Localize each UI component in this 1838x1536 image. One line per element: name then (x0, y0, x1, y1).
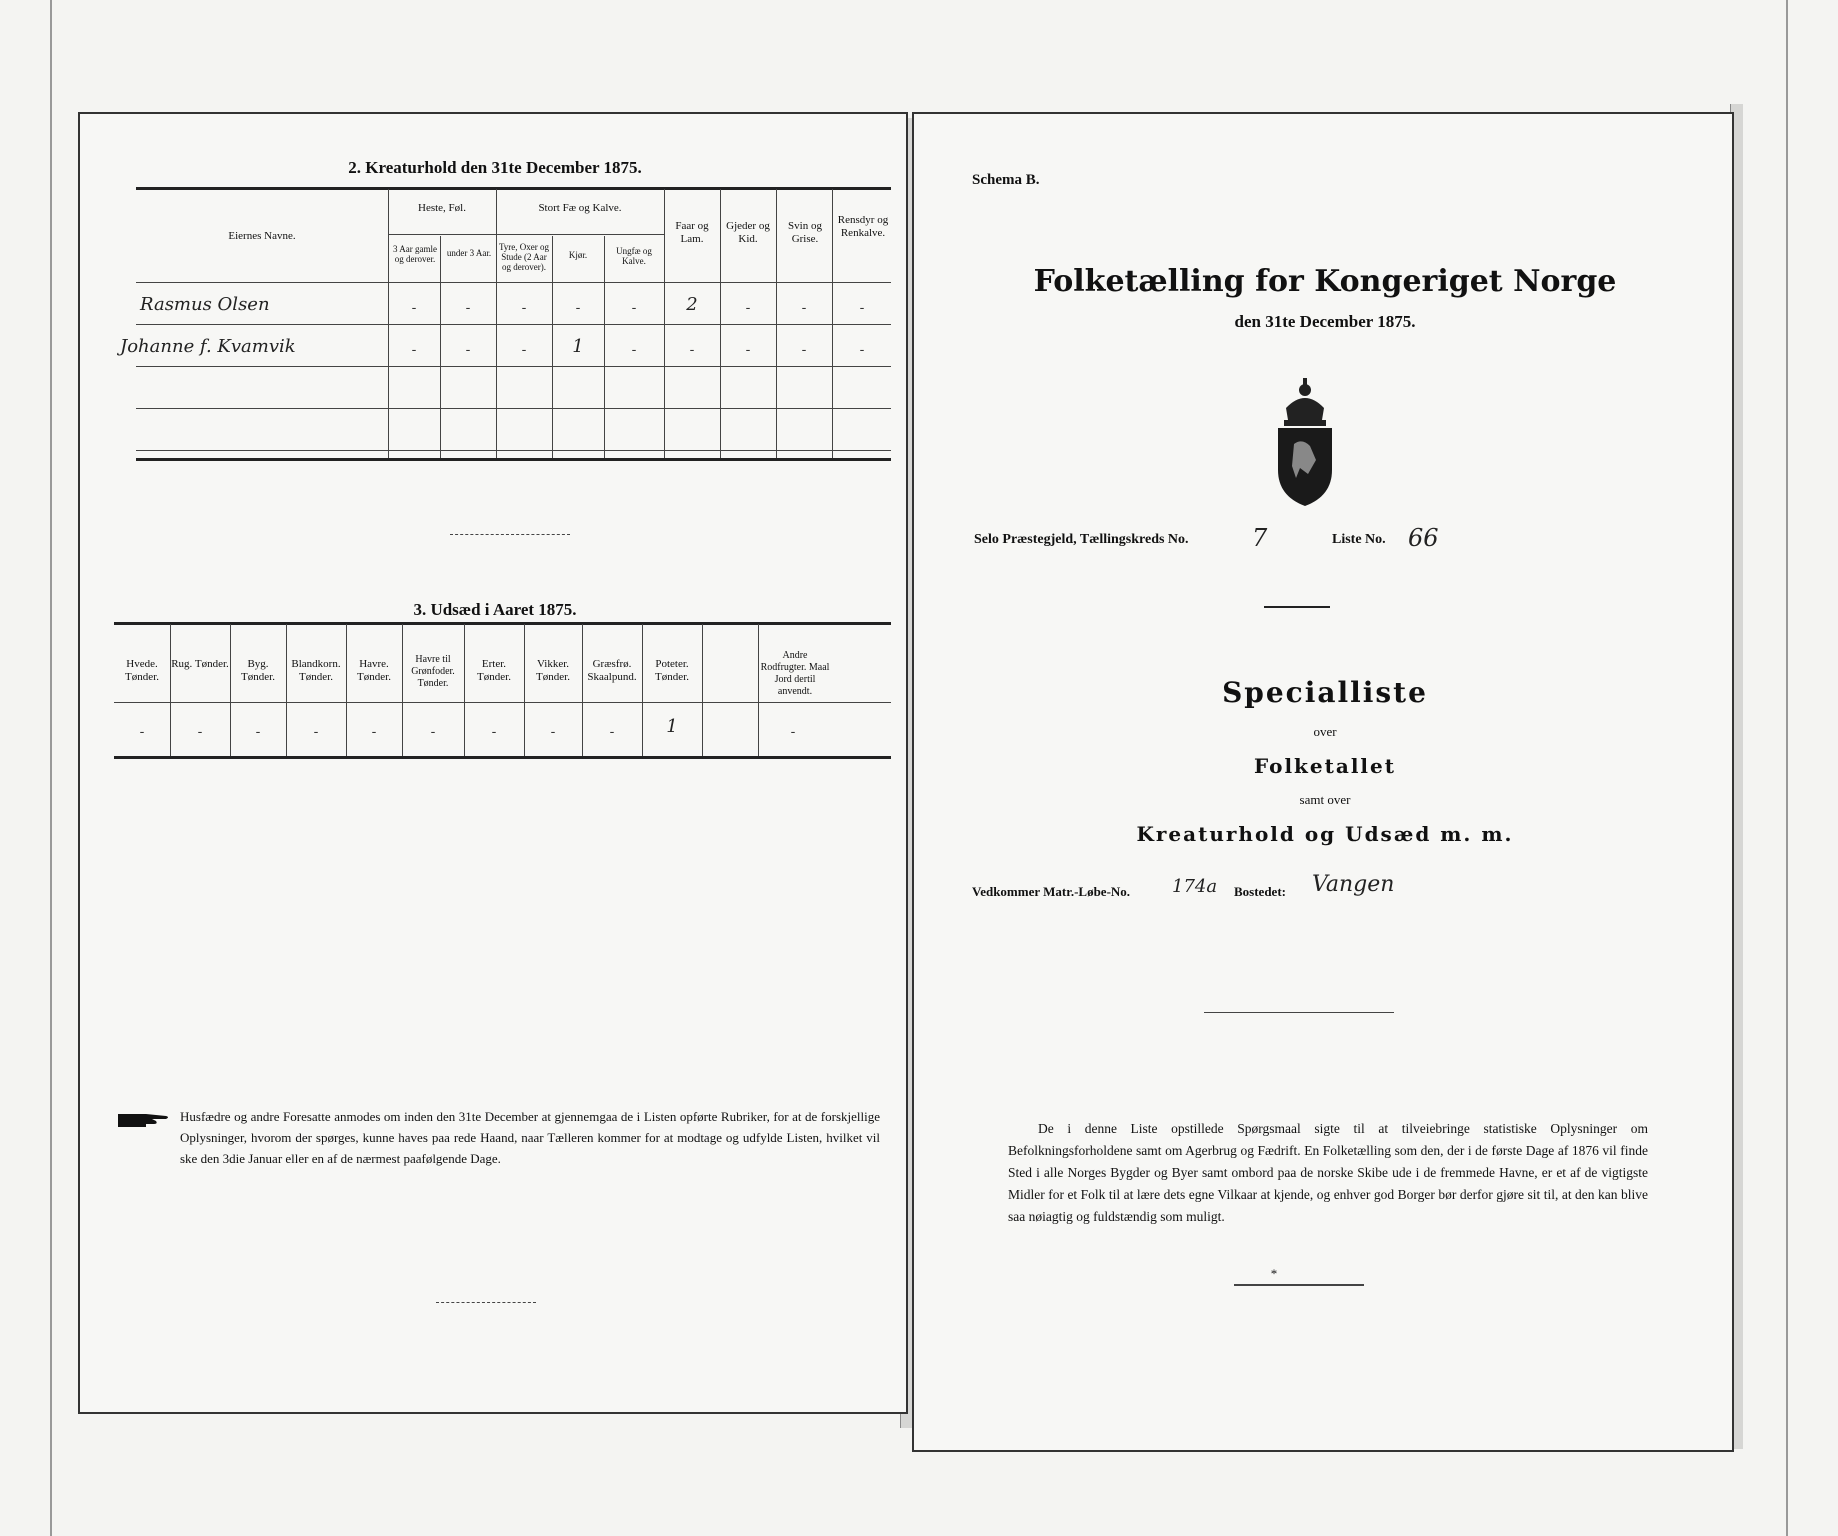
header-sheep: Faar og Lam. (675, 220, 709, 245)
table2-top-rule (136, 187, 891, 190)
seed-value: - (430, 724, 436, 740)
header-erter: Erter. Tønder. (477, 658, 511, 683)
seed-value: - (255, 724, 261, 740)
owner-name: Rasmus Olsen (140, 294, 270, 315)
asterisk-mark: * (1270, 1266, 1278, 1281)
right-page (912, 112, 1734, 1452)
header-owner: Eiernes Navne. (228, 230, 296, 242)
header-horses-a: 3 Aar gamle og derover. (393, 244, 437, 264)
frame-line-left (50, 0, 52, 1536)
footnote-text: Husfædre og andre Foresatte anmodes om inden den 31te December at gjennemgaa de i Listen opførte Rubriker, for at de forskjellige Oplysninger, hvorom der spørges, kunne haves paa rede Haand, naar Tælleren kommer for at modtage og udfylde Listen, hvilket vil ske den 3die Januar eller en af de nærmest paafølgende Dage. (180, 1109, 880, 1166)
table2-col-rule (388, 189, 389, 458)
header-reindeer: Rensdyr og Renkalve. (837, 214, 889, 239)
main-title: Folketælling for Kongeriget Norge (1033, 264, 1617, 299)
list-number: 66 (1408, 524, 1439, 552)
pointing-hand-icon (116, 1108, 172, 1130)
header-havre-gronfoder: Havre til Grønfoder. Tønder. (411, 654, 455, 689)
seed-value: - (491, 724, 497, 740)
header-pigs: Svin og Grise. (788, 220, 822, 245)
header-vikker: Vikker. Tønder. (536, 658, 570, 683)
district-number: 7 (1252, 524, 1268, 552)
schema-label: Schema B. (972, 172, 1040, 188)
cell-value: - (521, 300, 527, 316)
cell-value: - (859, 342, 865, 358)
seed-value: 1 (666, 716, 678, 737)
divider (436, 1302, 536, 1303)
header-cattle-c: Ungfæ og Kalve. (616, 246, 652, 266)
cell-value: - (801, 342, 807, 358)
header-cattle-b: Kjør. (568, 250, 588, 260)
cell-value: - (745, 342, 751, 358)
folketallet-heading: Folketallet (1254, 754, 1396, 778)
divider (450, 534, 570, 535)
header-byg: Byg. Tønder. (241, 658, 275, 683)
header-graesfro: Græsfrø. Skaalpund. (587, 658, 637, 683)
table2-row-rule (136, 366, 891, 367)
seed-value: - (313, 724, 319, 740)
kreaturhold-heading: Kreaturhold og Udsæd m. m. (1136, 822, 1514, 846)
seed-value: - (609, 724, 615, 740)
cell-value: 1 (572, 336, 584, 357)
district-label: Selo Præstegjeld, Tællingskreds No. (974, 532, 1189, 547)
table2-col-rule (664, 189, 665, 458)
table3-bottom-rule (114, 756, 891, 759)
left-page (78, 112, 908, 1414)
divider (1234, 1284, 1364, 1286)
cell-value: - (575, 300, 581, 316)
header-cattle: Stort Fæ og Kalve. (538, 202, 622, 214)
matr-label: Vedkommer Matr.-Løbe-No. (972, 884, 1131, 899)
table2-row-rule (136, 324, 891, 325)
header-havre: Havre. Tønder. (357, 658, 391, 683)
table2-bottom-rule (136, 458, 891, 461)
table2-row-rule (136, 450, 891, 451)
header-horses: Heste, Føl. (418, 202, 466, 214)
frame-line-right (1786, 0, 1788, 1536)
table3-col-rule (702, 624, 703, 756)
intro-paragraph: De i denne Liste opstillede Spørgsmaal sigte til at tilveiebringe statistiske Oplysninger om Befolkningsforholdene samt om Agerbrug og Fædrift. En Folketælling som den, der i de første Dage af 1876 vil finde Sted i alle Norges Bygder og Byer samt ombord paa de norske Skibe ude i de fremmede Havne, er et af de vigtigste Midler for et Folk til at lære dets egne Vilkaar at kjende, og enhver god Borger bør derfor gjøre sit til, at den kan blive saa nøiagtig og fuldstændig som muligt. (1008, 1121, 1648, 1224)
table2-header-rule (136, 282, 891, 283)
seed-value: - (139, 724, 145, 740)
cell-value: - (859, 300, 865, 316)
section2-title: 2. Kreaturhold den 31te December 1875. (348, 158, 642, 177)
cell-value: - (689, 342, 695, 358)
cell-value: - (745, 300, 751, 316)
cell-value: - (411, 342, 417, 358)
title-date: den 31te December 1875. (1234, 312, 1416, 331)
bosted-value: Vangen (1312, 872, 1395, 897)
cell-value: - (465, 300, 471, 316)
seed-value: - (790, 724, 796, 740)
header-poteter: Poteter. Tønder. (655, 658, 689, 683)
cell-value: - (521, 342, 527, 358)
divider (1264, 606, 1330, 608)
list-label: Liste No. (1332, 532, 1386, 547)
cell-value: - (631, 300, 637, 316)
cell-value: - (801, 300, 807, 316)
cell-value: - (631, 342, 637, 358)
cell-value: - (465, 342, 471, 358)
matr-number: 174a (1172, 876, 1218, 897)
table2-row-rule (136, 408, 891, 409)
cell-value: - (411, 300, 417, 316)
header-hvede: Hvede. Tønder. (125, 658, 159, 683)
header-rug: Rug. Tønder. (171, 658, 229, 670)
table2-subheader-rule (388, 234, 664, 235)
header-blandkorn: Blandkorn. Tønder. (291, 658, 341, 683)
section3-title: 3. Udsæd i Aaret 1875. (413, 600, 577, 619)
coat-of-arms-icon (1266, 370, 1344, 510)
specialliste-heading: Specialliste (1222, 676, 1428, 709)
over-text: over (1313, 724, 1337, 739)
cell-value: 2 (686, 294, 698, 315)
header-cattle-a: Tyre, Oxer og Stude (2 Aar og derover). (498, 242, 550, 272)
table2-col-rule (496, 189, 497, 458)
owner-name: Johanne f. Kvamvik (120, 336, 296, 357)
samt-over-text: samt over (1299, 792, 1351, 807)
divider (1204, 1012, 1394, 1013)
table2-col-rule (776, 189, 777, 458)
header-horses-b: under 3 Aar. (446, 248, 492, 258)
bosted-label: Bostedet: (1234, 884, 1286, 899)
seed-value: - (550, 724, 556, 740)
seed-value: - (371, 724, 377, 740)
header-andre-rodfrugter: Andre Rodfrugter. Maal Jord dertil anvendt. (760, 650, 830, 697)
seed-value: - (197, 724, 203, 740)
header-goats: Gjeder og Kid. (726, 220, 770, 245)
